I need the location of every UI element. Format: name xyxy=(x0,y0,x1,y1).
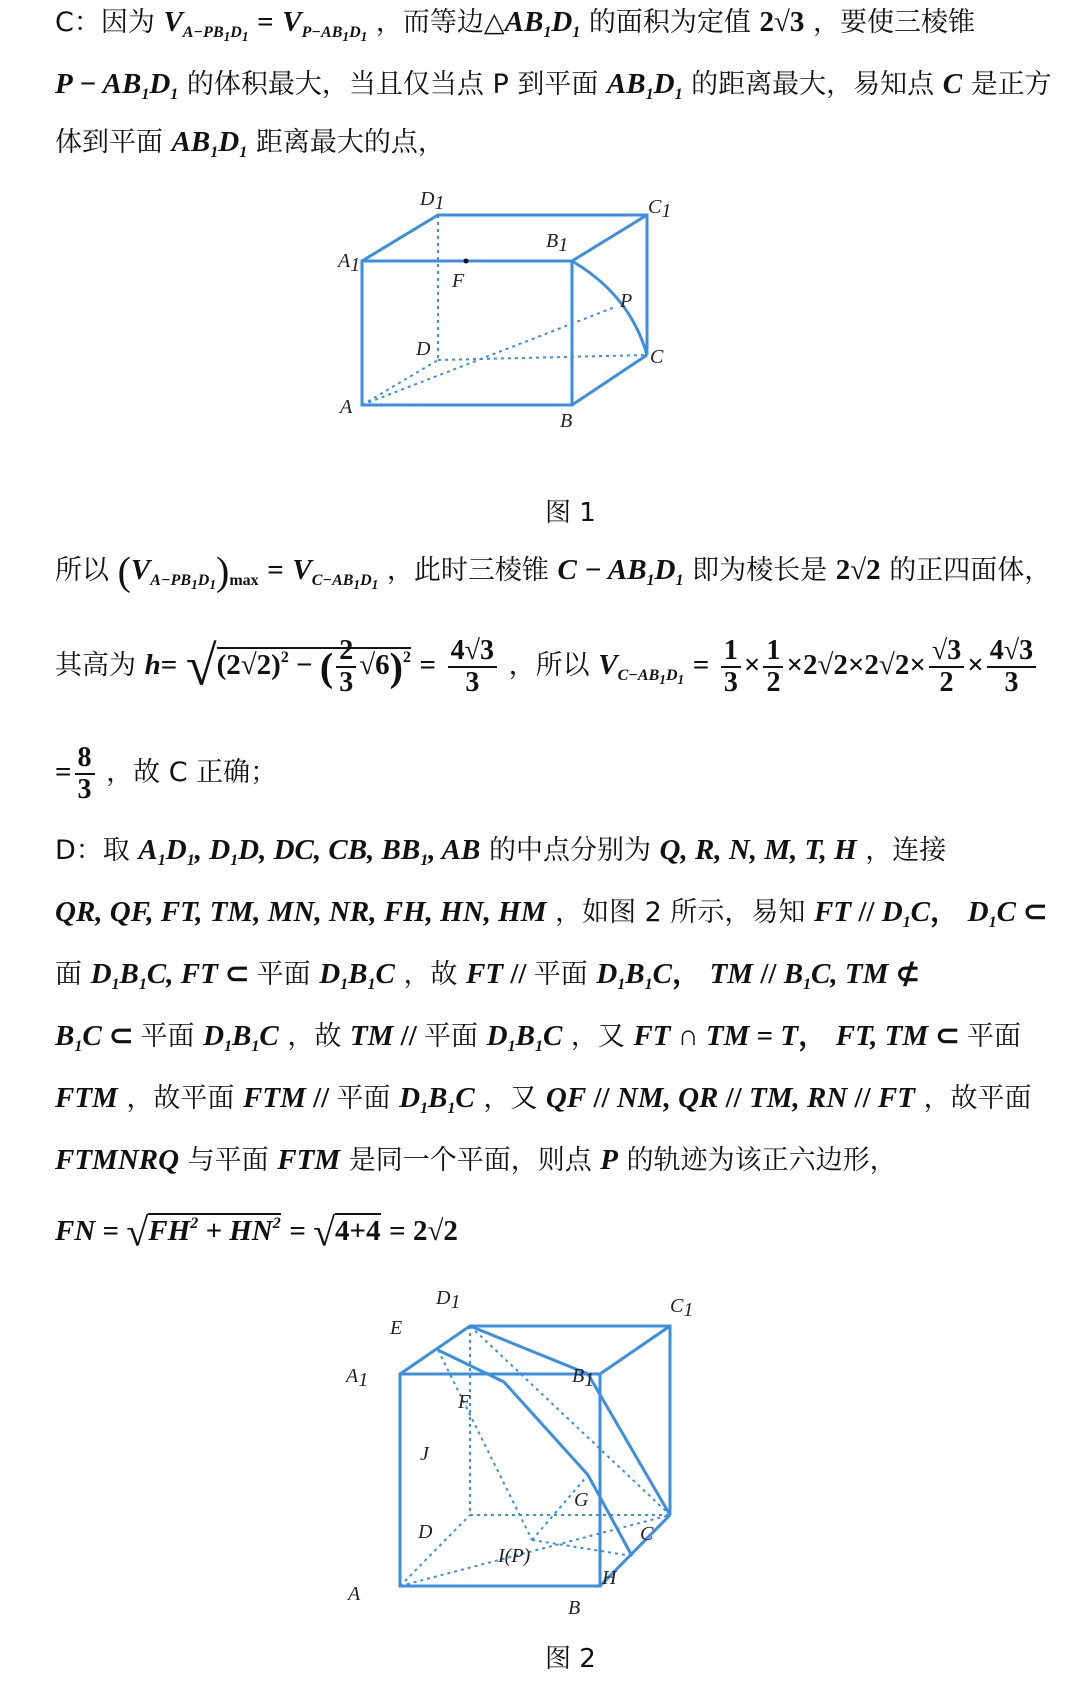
fig1-label-a1: A1 xyxy=(338,250,361,276)
fig1-label-c1: C1 xyxy=(648,196,672,222)
fig1-arc xyxy=(572,261,647,355)
text-line-10: $B_1C$ ⊂ 平面 $D_1B_1C$ ，故 TM // 平面 $D_1B_1C$ ，又 FT ∩ TM = T， FT, TM ⊂ 平面 xyxy=(55,1020,1021,1055)
fig2-label-a1: A1 xyxy=(346,1365,369,1391)
figure-1-cube xyxy=(320,185,720,455)
fig2-line-d1c xyxy=(470,1326,670,1515)
fig1-label-b1: B1 xyxy=(546,230,569,256)
fig2-hexagon-front xyxy=(438,1350,632,1556)
fig1-line-ap xyxy=(362,307,615,405)
fig2-label-b1: B1 xyxy=(572,1365,595,1391)
fig1-front-face xyxy=(362,261,572,405)
text-line-9: 面 $D_1B_1C$, FT ⊂ 平面 $D_1B_1C$ ，故 FT // 平面 $D_1B_1C$， TM // $B_1C$, TM ⊄ xyxy=(55,958,920,993)
fig2-label-b: B xyxy=(568,1597,581,1619)
text-line-13: FN = $√FH^2 + HN^2 = √4+4 = 2√2$ xyxy=(55,1209,458,1255)
text-line-2: $P - AB_1D_1$ 的体积最大，当且仅当点 P 到平面 $AB_1D_1$ 的距离最大，易知点 C 是正方 xyxy=(55,68,1052,103)
fig2-label-h: H xyxy=(602,1567,617,1589)
fig2-label-e: E xyxy=(390,1317,403,1339)
fig2-label-j: J xyxy=(420,1443,429,1465)
fig2-edge-b1c1 xyxy=(600,1326,670,1374)
fig1-label-f: F xyxy=(452,270,465,292)
fig2-label-ip: I(P) xyxy=(498,1545,531,1567)
fig1-edge-b1c1 xyxy=(572,215,647,261)
fig1-edge-ad xyxy=(362,360,438,405)
figure-2-caption: 图 2 xyxy=(545,1644,596,1674)
text-line-7: D：取 $A_1D_1$, $D_1D$, DC, CB, $BB_1$, AB 的中点分别为 Q, R, N, M, T, H ，连接 xyxy=(55,834,947,869)
text-line-11: FTM ，故平面 FTM // 平面 $D_1B_1C$ ，又 QF // NM, QR // TM, RN // FT ，故平面 xyxy=(55,1082,1032,1117)
fig2-label-d: D xyxy=(418,1521,433,1543)
text-line-6: = $\frac{8}{3}$ ，故 C 正确； xyxy=(55,741,278,805)
figure-2-cube xyxy=(340,1270,740,1625)
fig1-label-a: A xyxy=(340,396,353,418)
fig1-label-d1: D1 xyxy=(420,188,445,214)
text-line-1: C：因为 $V_{A-PB_1D_1} = V_{P-AB_1D_1}$ ，而等边$\triangle AB_1D_1$ 的面积为定值 2√3 ，要使三棱锥 xyxy=(55,6,975,45)
fig1-edge-dc xyxy=(438,355,647,360)
fig2-label-c: C xyxy=(640,1523,654,1545)
fig2-edge-ad xyxy=(400,1515,470,1586)
fig2-label-d1: D1 xyxy=(436,1287,461,1313)
fig2-line-ei xyxy=(438,1350,532,1540)
fig1-edge-bc xyxy=(572,355,647,405)
text: C：因为 xyxy=(55,7,155,38)
fig1-label-d: D xyxy=(416,338,431,360)
fig2-line-ih xyxy=(532,1540,632,1556)
fig1-label-p: P xyxy=(620,290,633,312)
fig1-label-c: C xyxy=(650,346,664,368)
text-line-12: FTMNRQ 与平面 FTM 是同一个平面，则点 P 的轨迹为该正六边形， xyxy=(55,1144,897,1176)
fig2-label-g: G xyxy=(574,1489,589,1511)
fig1-point-f xyxy=(464,259,469,264)
text-line-5: 其高为 $h= √(2√2)^2$ − ( $\frac{2}{3}$ √6)$^2$ = $\frac{4√3}{3}$ ，所以 $V_{C-AB_1D_1}$ = $\frac{1}{3}$ × $\frac{1}{2}$ ×2√2×2√2× $\frac{√3}{2}$ × $\frac{4√3}{3}$ xyxy=(55,628,1039,710)
fig2-label-f: F xyxy=(458,1391,471,1413)
fig1-label-b: B xyxy=(560,410,573,432)
fig2-label-c1: C1 xyxy=(670,1295,694,1321)
text-line-3: 体到平面 $AB_1D_1$ 距离最大的点， xyxy=(55,126,445,161)
text-line-8: QR, QF, FT, TM, MN, NR, FH, HN, HM ，如图 2 所示，易知 FT // $D_1C$， $D_1C$ ⊂ xyxy=(55,896,1048,931)
fig2-label-a: A xyxy=(348,1583,361,1605)
figure-1-caption: 图 1 xyxy=(545,498,596,528)
text-line-4: 所以 $(V_{A-PB_1D_1})_{max} = V_{C-AB_1D_1}$ ，此时三棱锥 $C - AB_1D_1$ 即为棱长是 2√2 的正四面体， xyxy=(55,548,1052,594)
